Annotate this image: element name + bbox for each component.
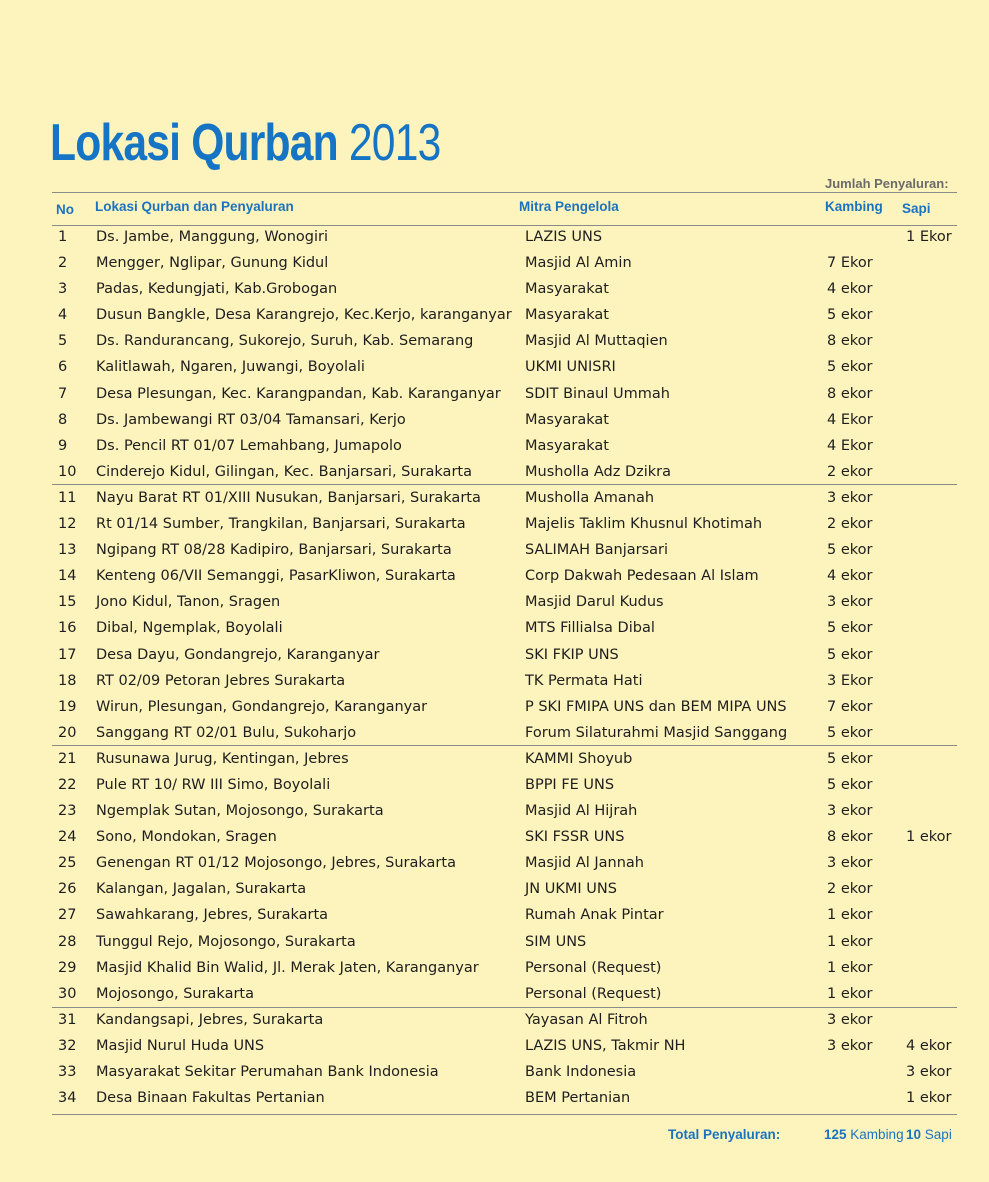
row-kambing: 3 Ekor bbox=[827, 672, 873, 689]
row-number: 26 bbox=[58, 881, 77, 898]
table-row bbox=[52, 694, 957, 720]
row-sapi: 1 ekor bbox=[906, 1090, 952, 1107]
table-row bbox=[52, 642, 957, 668]
row-mitra: LAZIS UNS, Takmir NH bbox=[525, 1037, 686, 1054]
table-row bbox=[52, 563, 957, 589]
col-header-no: No bbox=[56, 202, 74, 217]
row-number: 4 bbox=[58, 307, 68, 324]
row-lokasi: Kandangsapi, Jebres, Surakarta bbox=[96, 1011, 324, 1028]
table-row bbox=[52, 876, 957, 902]
row-number: 5 bbox=[58, 333, 68, 350]
row-kambing: 4 ekor bbox=[827, 568, 873, 585]
table-row bbox=[52, 850, 957, 876]
row-number: 11 bbox=[58, 489, 77, 506]
row-sapi: 1 ekor bbox=[906, 829, 952, 846]
table-row bbox=[52, 1033, 957, 1059]
row-mitra: BEM Pertanian bbox=[525, 1090, 631, 1107]
row-kambing: 5 ekor bbox=[827, 776, 873, 793]
page-title bbox=[50, 108, 440, 178]
row-mitra: Masyarakat bbox=[525, 281, 609, 298]
row-lokasi: Pule RT 10/ RW III Simo, Boyolali bbox=[96, 776, 331, 793]
title-main: Lokasi Qurban bbox=[50, 114, 338, 172]
row-number: 2 bbox=[58, 255, 68, 272]
row-mitra: Corp Dakwah Pedesaan Al Islam bbox=[525, 568, 759, 585]
row-lokasi: Ds. Jambe, Manggung, Wonogiri bbox=[96, 229, 329, 245]
table-row bbox=[52, 955, 957, 981]
row-number: 19 bbox=[58, 698, 77, 715]
row-number: 29 bbox=[58, 959, 77, 976]
row-lokasi: Masjid Khalid Bin Walid, Jl. Merak Jaten, Karanganyar bbox=[96, 959, 479, 976]
row-mitra: Masjid Al Hijrah bbox=[525, 803, 638, 820]
row-kambing: 3 ekor bbox=[827, 1011, 873, 1028]
row-number: 31 bbox=[58, 1011, 77, 1028]
row-lokasi: Sawahkarang, Jebres, Surakarta bbox=[96, 907, 329, 924]
row-mitra: Personal (Request) bbox=[525, 985, 662, 1002]
row-kambing: 3 ekor bbox=[827, 1037, 873, 1054]
row-number: 9 bbox=[58, 437, 68, 454]
table-row bbox=[52, 537, 957, 563]
row-number: 6 bbox=[58, 359, 68, 376]
row-kambing: 4 ekor bbox=[827, 281, 873, 298]
row-lokasi: Ds. Randurancang, Sukorejo, Suruh, Kab. Semarang bbox=[96, 333, 474, 350]
table-row bbox=[52, 929, 957, 955]
row-lokasi: Ds. Jambewangi RT 03/04 Tamansari, Kerjo bbox=[96, 411, 406, 428]
row-number: 7 bbox=[58, 385, 68, 402]
row-mitra: SIM UNS bbox=[525, 933, 587, 950]
row-mitra: Masjid Al Amin bbox=[525, 255, 632, 272]
row-mitra: SALIMAH Banjarsari bbox=[525, 542, 669, 559]
table-row bbox=[52, 1059, 957, 1085]
table-row bbox=[52, 981, 957, 1007]
row-mitra: Bank Indonesia bbox=[525, 1064, 637, 1080]
total-kambing bbox=[824, 1127, 904, 1143]
row-lokasi: Dusun Bangkle, Desa Karangrejo, Kec.Kerjo, karanganyar bbox=[96, 307, 512, 324]
row-lokasi: Nayu Barat RT 01/XIII Nusukan, Banjarsari, Surakarta bbox=[96, 489, 481, 506]
row-lokasi: Kalitlawah, Ngaren, Juwangi, Boyolali bbox=[96, 359, 365, 376]
row-lokasi: Cinderejo Kidul, Gilingan, Kec. Banjarsari, Surakarta bbox=[96, 463, 472, 480]
row-kambing: 8 ekor bbox=[827, 333, 873, 350]
row-number: 13 bbox=[58, 542, 77, 559]
table-bottom-rule bbox=[52, 1114, 957, 1115]
row-mitra: BPPI FE UNS bbox=[525, 776, 615, 793]
table-row bbox=[52, 354, 957, 380]
row-lokasi: Masyarakat Sekitar Perumahan Bank Indonesia bbox=[96, 1064, 439, 1080]
table-row bbox=[52, 433, 957, 459]
row-number: 10 bbox=[58, 463, 77, 480]
row-number: 34 bbox=[58, 1090, 77, 1107]
total-label: Total Penyaluran: bbox=[668, 1127, 781, 1142]
row-kambing: 3 ekor bbox=[827, 594, 873, 611]
table-row bbox=[52, 746, 957, 772]
row-lokasi: Genengan RT 01/12 Mojosongo, Jebres, Surakarta bbox=[96, 855, 456, 872]
row-mitra: Masjid Al Jannah bbox=[525, 855, 644, 872]
row-number: 23 bbox=[58, 803, 77, 820]
table-row bbox=[52, 224, 957, 250]
row-mitra: Masyarakat bbox=[525, 437, 609, 454]
row-number: 3 bbox=[58, 281, 68, 298]
col-header-mitra: Mitra Pengelola bbox=[519, 199, 619, 214]
row-number: 15 bbox=[58, 594, 77, 611]
table-row bbox=[52, 720, 957, 746]
row-mitra: MTS Fillialsa Dibal bbox=[525, 620, 655, 637]
row-number: 27 bbox=[58, 907, 77, 924]
qurban-table-body bbox=[52, 224, 957, 1111]
row-mitra: Musholla Adz Dzikra bbox=[525, 463, 672, 480]
table-row bbox=[52, 772, 957, 798]
table-row bbox=[52, 407, 957, 433]
row-number: 24 bbox=[58, 829, 77, 846]
col-header-kambing: Kambing bbox=[825, 199, 883, 214]
table-row bbox=[52, 302, 957, 328]
row-lokasi: Mojosongo, Surakarta bbox=[96, 985, 254, 1002]
title-year: 2013 bbox=[348, 114, 441, 172]
row-kambing: 5 ekor bbox=[827, 307, 873, 324]
row-mitra: Yayasan Al Fitroh bbox=[525, 1011, 648, 1028]
row-kambing: 2 ekor bbox=[827, 516, 873, 533]
row-mitra: Personal (Request) bbox=[525, 959, 662, 976]
total-sapi-unit: Sapi bbox=[924, 1127, 952, 1142]
row-sapi: 3 ekor bbox=[906, 1064, 952, 1080]
row-kambing: 1 ekor bbox=[827, 985, 873, 1002]
row-lokasi: Desa Dayu, Gondangrejo, Karanganyar bbox=[96, 646, 380, 663]
row-lokasi: Ds. Pencil RT 01/07 Lemahbang, Jumapolo bbox=[96, 437, 402, 454]
row-lokasi: Desa Binaan Fakultas Pertanian bbox=[96, 1090, 325, 1107]
row-lokasi: Kalangan, Jagalan, Surakarta bbox=[96, 881, 307, 898]
row-lokasi: Jono Kidul, Tanon, Sragen bbox=[96, 594, 281, 611]
row-mitra: P SKI FMIPA UNS dan BEM MIPA UNS bbox=[525, 698, 787, 715]
row-lokasi: Sanggang RT 02/01 Bulu, Sukoharjo bbox=[96, 724, 357, 741]
col-header-sapi: Sapi bbox=[902, 201, 931, 216]
row-kambing: 2 ekor bbox=[827, 881, 873, 898]
row-number: 21 bbox=[58, 750, 77, 767]
row-mitra: Masyarakat bbox=[525, 411, 609, 428]
row-lokasi: Desa Plesungan, Kec. Karangpandan, Kab. Karanganyar bbox=[96, 385, 501, 402]
row-mitra: Rumah Anak Pintar bbox=[525, 907, 664, 924]
table-row bbox=[52, 798, 957, 824]
row-lokasi: Padas, Kedungjati, Kab.Grobogan bbox=[96, 281, 338, 298]
jumlah-penyaluran-header: Jumlah Penyaluran: bbox=[825, 176, 949, 191]
row-kambing: 5 ekor bbox=[827, 542, 873, 559]
header-top-rule bbox=[52, 192, 957, 193]
row-kambing: 8 ekor bbox=[827, 385, 873, 402]
row-lokasi: Ngipang RT 08/28 Kadipiro, Banjarsari, Surakarta bbox=[96, 542, 452, 559]
row-mitra: SDIT Binaul Ummah bbox=[525, 385, 670, 402]
table-row bbox=[52, 381, 957, 407]
total-kambing-unit: Kambing bbox=[850, 1127, 904, 1142]
row-kambing: 2 ekor bbox=[827, 463, 873, 480]
row-mitra: SKI FKIP UNS bbox=[525, 646, 619, 663]
row-sapi: 4 ekor bbox=[906, 1037, 952, 1054]
total-sapi-count: 10 bbox=[906, 1127, 922, 1142]
row-number: 17 bbox=[58, 646, 77, 663]
row-number: 20 bbox=[58, 724, 77, 741]
row-number: 8 bbox=[58, 411, 68, 428]
row-lokasi: Dibal, Ngemplak, Boyolali bbox=[96, 620, 283, 637]
row-lokasi: Kenteng 06/VII Semanggi, PasarKliwon, Surakarta bbox=[96, 568, 456, 585]
row-lokasi: Masjid Nurul Huda UNS bbox=[96, 1037, 265, 1054]
row-lokasi: Tunggul Rejo, Mojosongo, Surakarta bbox=[96, 933, 356, 950]
row-lokasi: Wirun, Plesungan, Gondangrejo, Karanganyar bbox=[96, 698, 428, 715]
row-mitra: KAMMI Shoyub bbox=[525, 750, 633, 767]
row-kambing: 1 ekor bbox=[827, 907, 873, 924]
row-kambing: 5 ekor bbox=[827, 620, 873, 637]
table-row bbox=[52, 1085, 957, 1111]
row-lokasi: Mengger, Nglipar, Gunung Kidul bbox=[96, 255, 329, 272]
row-lokasi: Ngemplak Sutan, Mojosongo, Surakarta bbox=[96, 803, 384, 820]
row-mitra: Musholla Amanah bbox=[525, 489, 655, 506]
row-number: 28 bbox=[58, 933, 77, 950]
row-kambing: 7 Ekor bbox=[827, 255, 873, 272]
row-mitra: LAZIS UNS bbox=[525, 229, 603, 245]
row-lokasi: Rusunawa Jurug, Kentingan, Jebres bbox=[96, 750, 349, 767]
row-kambing: 5 ekor bbox=[827, 359, 873, 376]
row-lokasi: Sono, Mondokan, Sragen bbox=[96, 829, 277, 846]
table-row bbox=[52, 459, 957, 485]
row-mitra: Masjid Darul Kudus bbox=[525, 594, 664, 611]
row-number: 32 bbox=[58, 1037, 77, 1054]
row-number: 30 bbox=[58, 985, 77, 1002]
table-row bbox=[52, 1007, 957, 1033]
row-kambing: 5 ekor bbox=[827, 646, 873, 663]
row-kambing: 1 ekor bbox=[827, 933, 873, 950]
table-row bbox=[52, 902, 957, 928]
row-number: 33 bbox=[58, 1064, 77, 1080]
row-kambing: 4 Ekor bbox=[827, 437, 873, 454]
row-number: 1 bbox=[58, 229, 68, 245]
row-mitra: Majelis Taklim Khusnul Khotimah bbox=[525, 516, 763, 533]
total-sapi bbox=[906, 1127, 952, 1143]
table-row bbox=[52, 668, 957, 694]
row-number: 12 bbox=[58, 516, 77, 533]
row-kambing: 7 ekor bbox=[827, 698, 873, 715]
row-mitra: Forum Silaturahmi Masjid Sanggang bbox=[525, 724, 788, 741]
table-row bbox=[52, 276, 957, 302]
row-number: 16 bbox=[58, 620, 77, 637]
row-kambing: 3 ekor bbox=[827, 855, 873, 872]
row-kambing: 4 Ekor bbox=[827, 411, 873, 428]
row-lokasi: RT 02/09 Petoran Jebres Surakarta bbox=[96, 672, 346, 689]
row-kambing: 3 ekor bbox=[827, 489, 873, 506]
table-row bbox=[52, 615, 957, 641]
table-row bbox=[52, 511, 957, 537]
row-sapi: 1 Ekor bbox=[906, 229, 952, 245]
table-row bbox=[52, 328, 957, 354]
total-kambing-count: 125 bbox=[824, 1127, 847, 1142]
row-kambing: 1 ekor bbox=[827, 959, 873, 976]
row-lokasi: Rt 01/14 Sumber, Trangkilan, Banjarsari, Surakarta bbox=[96, 516, 466, 533]
table-row bbox=[52, 824, 957, 850]
row-mitra: JN UKMI UNS bbox=[525, 881, 617, 898]
row-kambing: 5 ekor bbox=[827, 750, 873, 767]
row-mitra: Masjid Al Muttaqien bbox=[525, 333, 668, 350]
col-header-lokasi: Lokasi Qurban dan Penyaluran bbox=[95, 199, 294, 214]
table-row bbox=[52, 589, 957, 615]
row-mitra: Masyarakat bbox=[525, 307, 609, 324]
row-number: 18 bbox=[58, 672, 77, 689]
row-kambing: 5 ekor bbox=[827, 724, 873, 741]
row-number: 22 bbox=[58, 776, 77, 793]
table-row bbox=[52, 250, 957, 276]
row-kambing: 8 ekor bbox=[827, 829, 873, 846]
row-number: 25 bbox=[58, 855, 77, 872]
row-mitra: UKMI UNISRI bbox=[525, 359, 616, 376]
row-mitra: SKI FSSR UNS bbox=[525, 829, 625, 846]
row-number: 14 bbox=[58, 568, 77, 585]
row-kambing: 3 ekor bbox=[827, 803, 873, 820]
table-row bbox=[52, 485, 957, 511]
row-mitra: TK Permata Hati bbox=[525, 672, 643, 689]
